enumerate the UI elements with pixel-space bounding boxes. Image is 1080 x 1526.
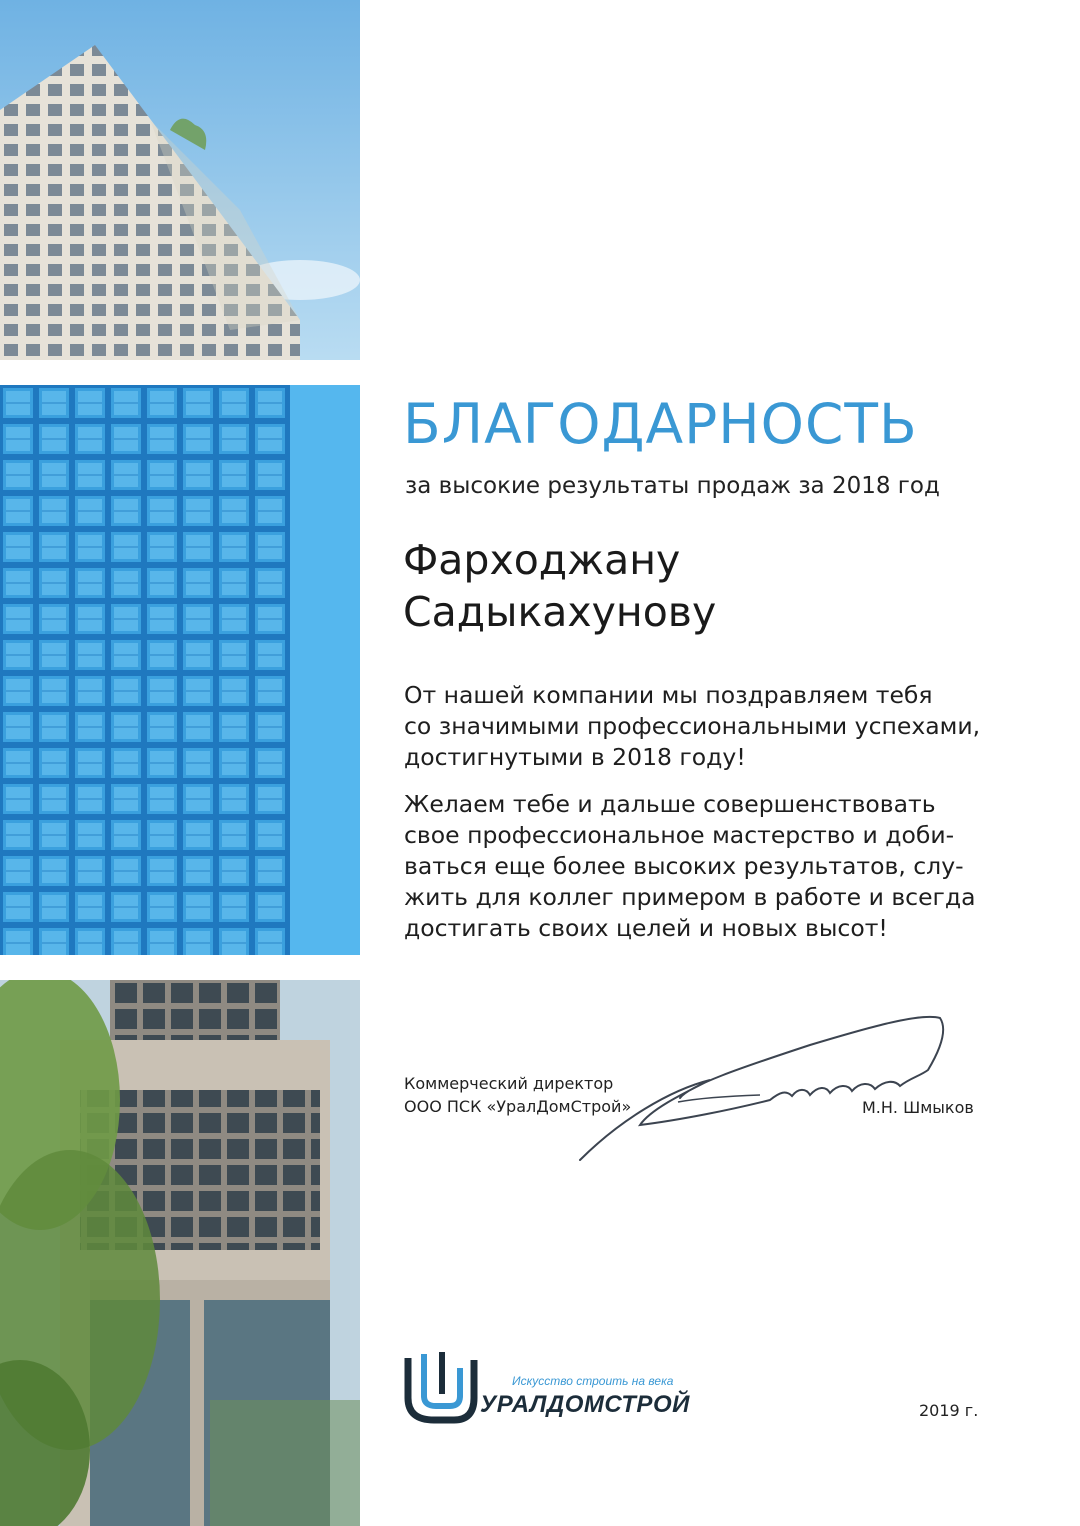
recipient-last-name: Садыкахунову bbox=[403, 588, 717, 636]
photo-strip bbox=[0, 0, 360, 1526]
certificate-title: БЛАГОДАРНОСТЬ bbox=[403, 392, 918, 456]
signatory-company: ООО ПСК «УралДомСтрой» bbox=[404, 1097, 632, 1116]
logo-tagline: Искусство строить на века bbox=[512, 1374, 674, 1388]
certificate-subtitle: за высокие результаты продаж за 2018 год bbox=[405, 473, 940, 499]
recipient-first-name: Фарходжану bbox=[403, 536, 681, 584]
signatory-position: Коммерческий директор bbox=[404, 1074, 614, 1093]
recipient-name bbox=[403, 534, 716, 638]
u-letter-logo-icon bbox=[408, 1352, 474, 1420]
signatory-name: М.Н. Шмыков bbox=[862, 1098, 974, 1117]
paragraph-line: со значимыми профессиональными успехами, bbox=[404, 712, 981, 740]
paragraph-line: жить для коллег примером в работе и всегда bbox=[404, 883, 976, 911]
wishes-paragraph bbox=[404, 789, 976, 944]
facade-photo-middle bbox=[0, 385, 360, 955]
paragraph-line: От нашей компании мы поздравляем тебя bbox=[404, 681, 933, 709]
issue-year: 2019 г. bbox=[919, 1401, 979, 1420]
paragraph-line: свое профессиональное мастерство и доби- bbox=[404, 821, 955, 849]
handwritten-signature bbox=[560, 1000, 960, 1170]
paragraph-line: ваться еще более высоких результатов, слу- bbox=[404, 852, 964, 880]
congratulation-paragraph bbox=[404, 680, 980, 773]
building-photo-bottom bbox=[0, 980, 360, 1526]
logo-name: УРАЛДОМСТРОЙ bbox=[480, 1391, 690, 1418]
tower-photo-top bbox=[0, 0, 360, 360]
paragraph-line: достигать своих целей и новых высот! bbox=[404, 914, 888, 942]
paragraph-line: достигнутыми в 2018 году! bbox=[404, 743, 746, 771]
paragraph-line: Желаем тебе и дальше совершенствовать bbox=[404, 790, 936, 818]
